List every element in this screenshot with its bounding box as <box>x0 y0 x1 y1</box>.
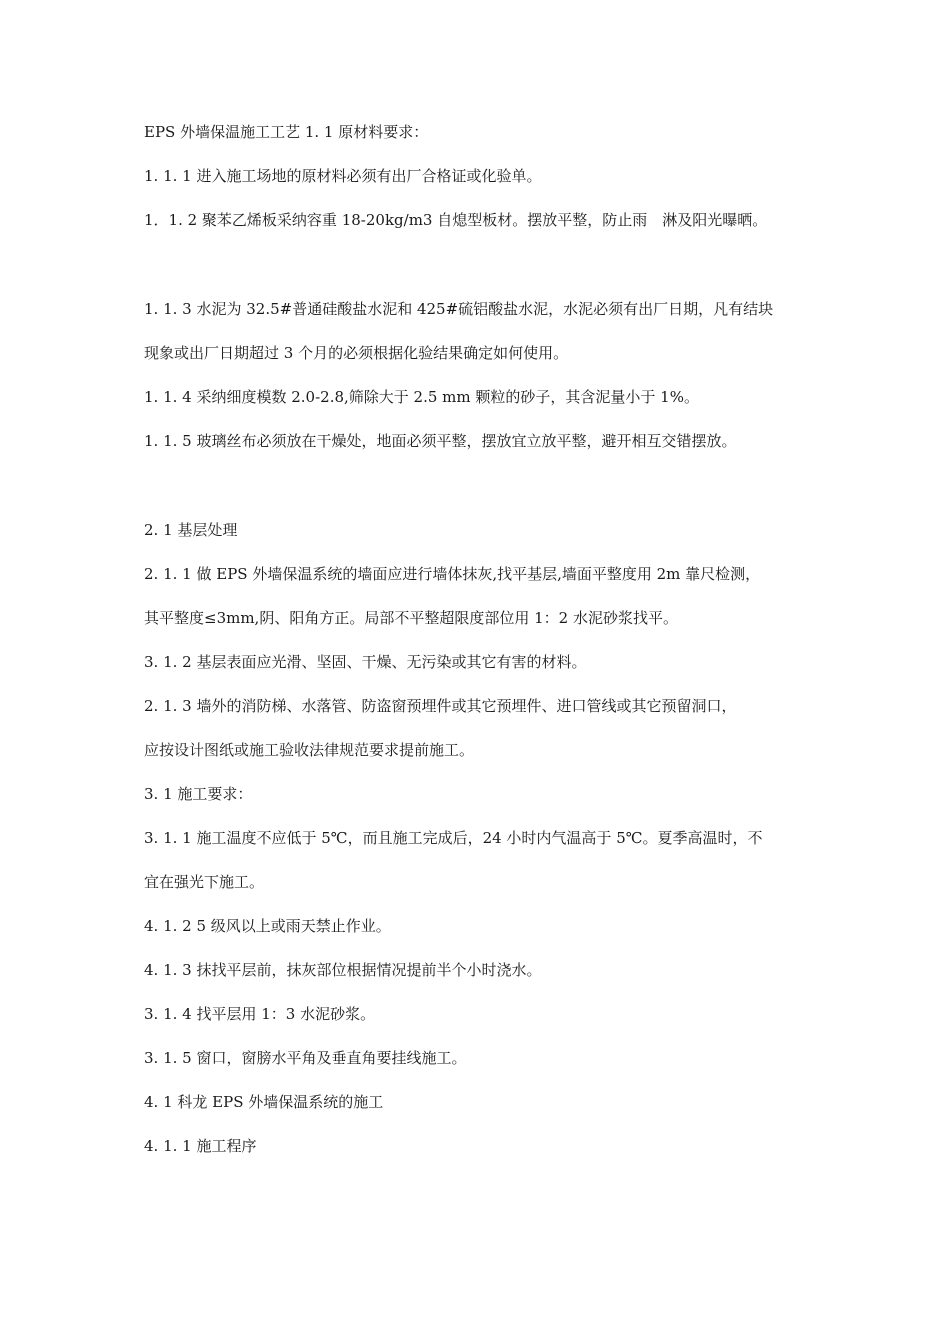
doc-line: 2. 1. 1 做 EPS 外墙保温系统的墙面应进行墙体抹灰,找平基层,墙面平整度用 2m 靠尺检测， <box>144 565 761 583</box>
document-body <box>144 122 816 1156</box>
doc-line: 4. 1. 3 抹找平层前，抹灰部位根据情况提前半个小时浇水。 <box>144 961 542 979</box>
doc-line: 4. 1. 2 5 级风以上或雨天禁止作业。 <box>144 917 391 935</box>
doc-line: 3. 1. 1 施工温度不应低于 5℃，而且施工完成后，24 小时内气温高于 5℃。夏季高温时，不 <box>144 829 763 847</box>
doc-line: 1．1. 2 聚苯乙烯板采纳容重 18-20kg/m3 自熄型板材。摆放平整，防止雨 淋及阳光曝晒。 <box>144 211 768 229</box>
doc-line-section-heading: 4. 1 科龙 EPS 外墙保温系统的施工 <box>144 1093 384 1111</box>
doc-line: 1. 1. 4 采纳细度模数 2.0-2.8,筛除大于 2.5 mm 颗粒的砂子，其含泥量小于 1%。 <box>144 388 699 406</box>
doc-line: 现象或出厂日期超过 3 个月的必须根据化验结果确定如何使用。 <box>144 344 569 362</box>
doc-line: 3. 1. 5 窗口，窗膀水平角及垂直角要挂线施工。 <box>144 1049 467 1067</box>
doc-line: 应按设计图纸或施工验收法律规范要求提前施工。 <box>144 741 475 759</box>
doc-line-section-heading: 3. 1 施工要求： <box>144 785 253 803</box>
doc-line: 其平整度≤3mm,阴、阳角方正。局部不平整超限度部位用 1：2 水泥砂浆找平。 <box>144 609 678 627</box>
doc-line: 3. 1. 4 找平层用 1：3 水泥砂浆。 <box>144 1005 376 1023</box>
doc-line: 2. 1. 3 墙外的消防梯、水落管、防盗窗预埋件或其它预埋件、进口管线或其它预留洞口， <box>144 697 737 715</box>
doc-line-title: EPS 外墙保温施工工艺 1. 1 原材料要求： <box>144 123 429 141</box>
doc-line: 宜在强光下施工。 <box>144 873 265 891</box>
doc-line: 1. 1. 1 进入施工场地的原材料必须有出厂合格证或化验单。 <box>144 167 542 185</box>
doc-line: 1. 1. 5 玻璃丝布必须放在干燥处，地面必须平整，摆放宜立放平整，避开相互交错摆放。 <box>144 432 737 450</box>
doc-line: 4. 1. 1 施工程序 <box>144 1137 257 1155</box>
doc-line: 1. 1. 3 水泥为 32.5#普通硅酸盐水泥和 425#硫铝酸盐水泥，水泥必须有出厂日期，凡有结块 <box>144 300 774 318</box>
doc-line: 3. 1. 2 基层表面应光滑、坚固、干燥、无污染或其它有害的材料。 <box>144 653 587 671</box>
doc-line-section-heading: 2. 1 基层处理 <box>144 521 238 539</box>
